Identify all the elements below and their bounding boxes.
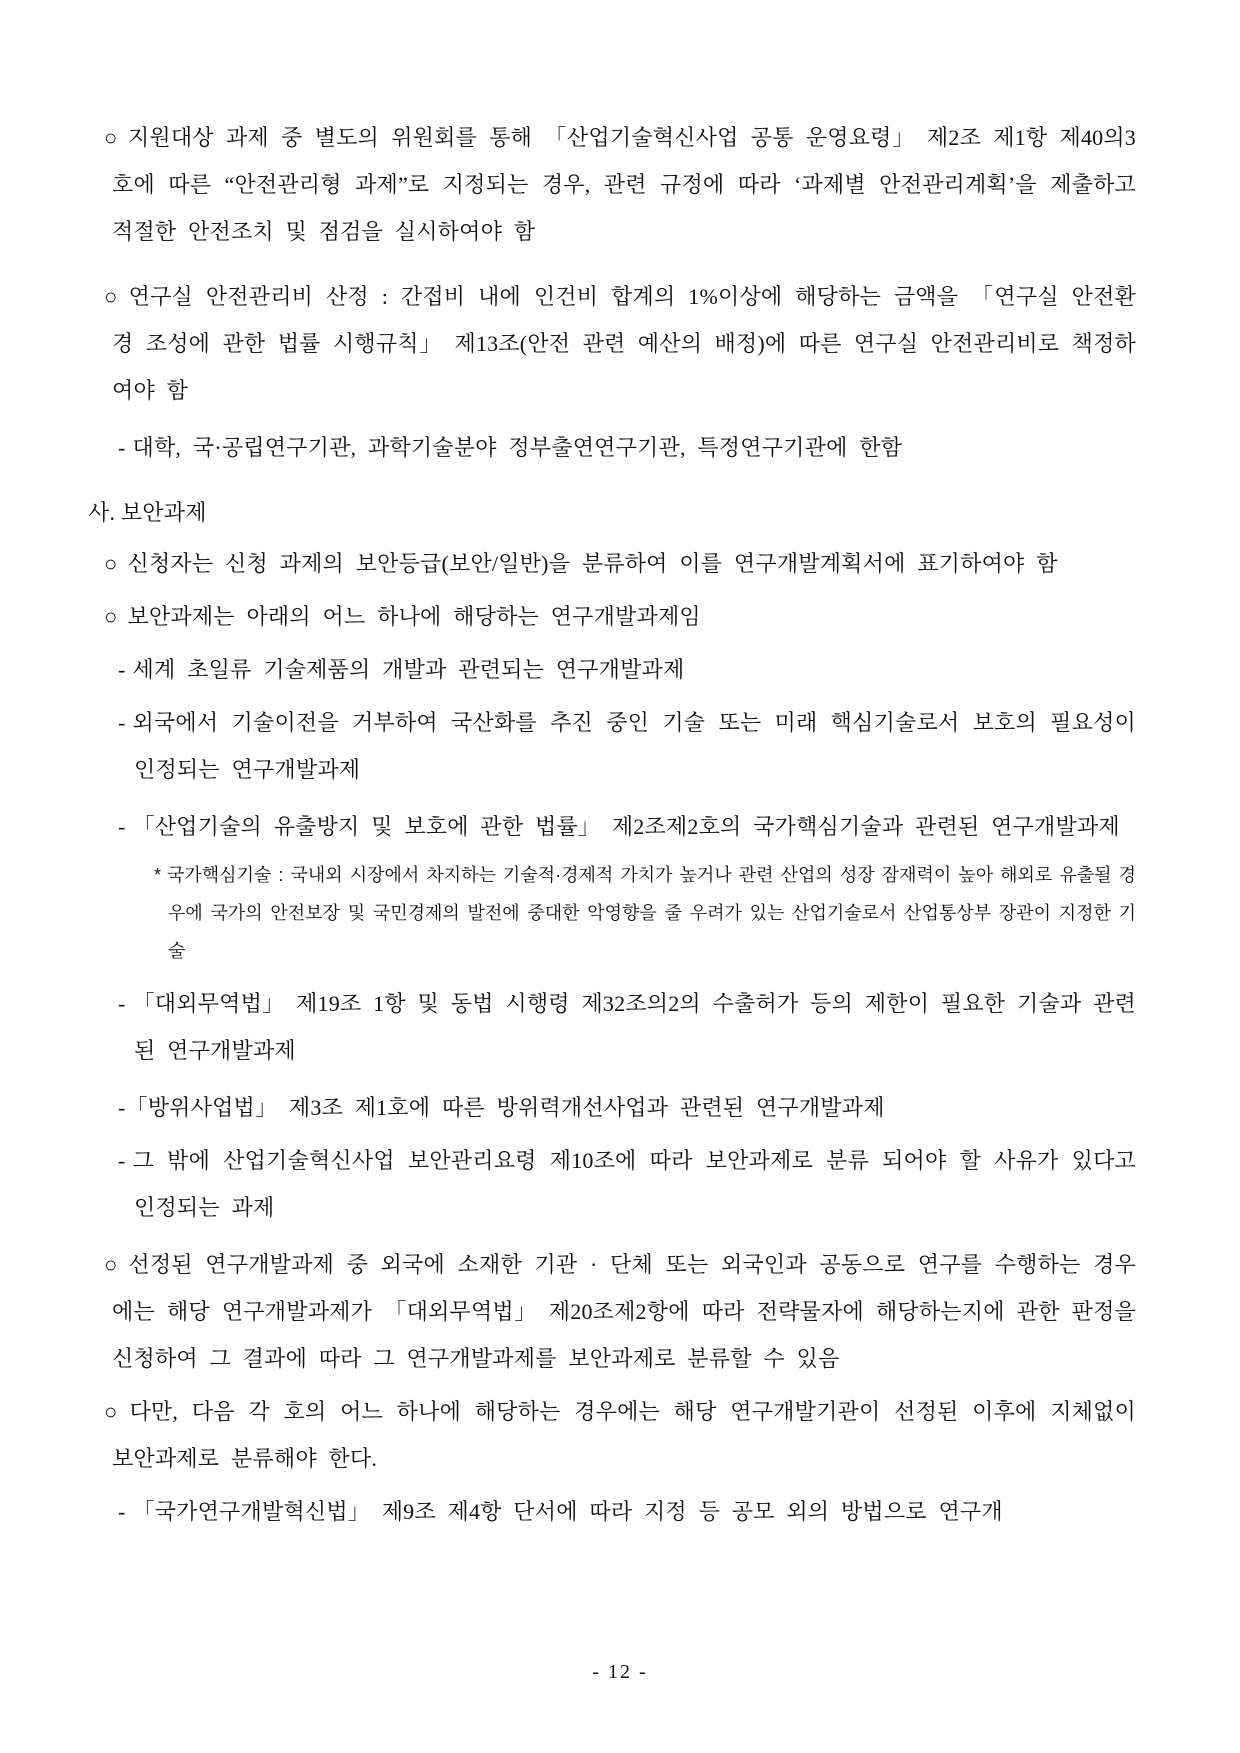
dash-item-national-core-tech bbox=[0, 803, 1136, 850]
item-text: 신청자는 신청 과제의 보안등급(보안/일반)을 분류하여 이를 연구개발계획서에 표기하여야 함 bbox=[127, 551, 1058, 576]
dash-bullet-icon: - bbox=[118, 991, 126, 1016]
circle-bullet-icon: ○ bbox=[104, 125, 118, 150]
item-text: 보안과제는 아래의 어느 하나에 해당하는 연구개발과제임 bbox=[127, 604, 701, 629]
item-text: 국가핵심기술 : 국내외 시장에서 차지하는 기술적·경제적 가치가 높거나 관련 산업의 성장 잠재력이 높아 해외로 유출될 경우에 국가의 안전보장 및 국민경제의 발전에 중대한 악영향을 줄 우려가 있는 산업기술로서 산업통상부 장관이 지정한 기술 bbox=[167, 865, 1136, 961]
dash-item-other-security-reasons bbox=[0, 1137, 1136, 1231]
item-text: 선정된 연구개발과제 중 외국에 소재한 기관 · 단체 또는 외국인과 공동으로 연구를 수행하는 경우에는 해당 연구개발과제가 「대외무역법」 제20조제2항에 따라 전략물자에 해당하는지에 관한 판정을 신청하여 그 결과에 따라 그 연구개발과제를 보안과제로 분류할 수 있음 bbox=[112, 1252, 1136, 1371]
item-text: 「산업기술의 유출방지 및 보호에 관한 법률」 제2조제2호의 국가핵심기술과 관련된 연구개발과제 bbox=[132, 814, 1120, 839]
dash-bullet-icon: - bbox=[118, 1095, 126, 1120]
dash-item-defense-acquisition-act bbox=[0, 1084, 1136, 1131]
item-text: 「방위사업법」 제3조 제1호에 따른 방위력개선사업과 관련된 연구개발과제 bbox=[125, 1095, 885, 1120]
item-text: 「대외무역법」 제19조 1항 및 동법 시행령 제32조의2의 수출허가 등의 제한이 필요한 기술과 관련된 연구개발과제 bbox=[132, 991, 1136, 1063]
footnote-national-core-tech bbox=[0, 856, 1136, 970]
dash-item-localization-tech bbox=[0, 699, 1136, 793]
item-text: 대학, 국·공립연구기관, 과학기술분야 정부출연연구기관, 특정연구기관에 한함 bbox=[132, 435, 903, 460]
item-text: 그 밖에 산업기술혁신사업 보안관리요령 제10조에 따라 보안과제로 분류 되어야 할 사유가 있다고 인정되는 과제 bbox=[132, 1148, 1136, 1220]
asterisk-icon: * bbox=[154, 865, 162, 885]
dash-bullet-icon: - bbox=[118, 1148, 126, 1173]
page-footer bbox=[0, 1659, 1240, 1685]
bullet-item-security-task-definition bbox=[0, 593, 1136, 640]
bullet-item-security-grade bbox=[0, 540, 1136, 587]
circle-bullet-icon: ○ bbox=[104, 1399, 120, 1424]
bullet-item-lab-safety-cost bbox=[0, 273, 1136, 414]
bullet-item-strategic-materials bbox=[0, 1241, 1136, 1382]
item-text: 지원대상 과제 중 별도의 위원회를 통해 「산업기술혁신사업 공통 운영요령」 제2조 제1항 제40의3호에 따른 “안전관리형 과제”로 지정되는 경우, 관련 규정에 따라 ‘과제별 안전관리계획’을 제출하고 적절한 안전조치 및 점검을 실시하여야 함 bbox=[112, 125, 1136, 244]
bullet-item-safety-managed-task bbox=[0, 114, 1136, 255]
page-number: - 12 - bbox=[592, 1661, 648, 1683]
bullet-item-immediate-classification bbox=[0, 1388, 1136, 1482]
circle-bullet-icon: ○ bbox=[104, 1252, 119, 1277]
item-text: 연구실 안전관리비 산정 : 간접비 내에 인건비 합계의 1%이상에 해당하는 금액을 「연구실 안전환경 조성에 관한 법률 시행규칙」 제13조(안전 관련 예산의 배정)에 따른 연구실 안전관리비로 책정하여야 함 bbox=[112, 284, 1136, 403]
circle-bullet-icon: ○ bbox=[104, 604, 118, 629]
dash-item-innovation-act bbox=[0, 1488, 1136, 1535]
dash-bullet-icon: - bbox=[118, 1499, 126, 1524]
item-text: 「국가연구개발혁신법」 제9조 제4항 단서에 따라 지정 등 공모 외의 방법으로 연구개 bbox=[132, 1499, 1003, 1524]
circle-bullet-icon: ○ bbox=[104, 551, 118, 576]
dash-bullet-icon: - bbox=[118, 710, 126, 735]
circle-bullet-icon: ○ bbox=[104, 284, 119, 309]
dash-item-foreign-trade-act bbox=[0, 980, 1136, 1074]
item-text: 다만, 다음 각 호의 어느 하나에 해당하는 경우에는 해당 연구개발기관이 선정된 이후에 지체없이 보안과제로 분류해야 한다. bbox=[112, 1399, 1136, 1471]
dash-item-applicable-institutions bbox=[0, 424, 1136, 471]
dash-item-world-class-tech bbox=[0, 646, 1136, 693]
item-text: 외국에서 기술이전을 거부하여 국산화를 추진 중인 기술 또는 미래 핵심기술로서 보호의 필요성이 인정되는 연구개발과제 bbox=[132, 710, 1136, 782]
dash-bullet-icon: - bbox=[118, 435, 126, 460]
dash-bullet-icon: - bbox=[118, 814, 126, 839]
section-heading-security-task: 사. 보안과제 bbox=[88, 500, 207, 525]
dash-bullet-icon: - bbox=[118, 657, 126, 682]
item-text: 세계 초일류 기술제품의 개발과 관련되는 연구개발과제 bbox=[132, 657, 685, 682]
